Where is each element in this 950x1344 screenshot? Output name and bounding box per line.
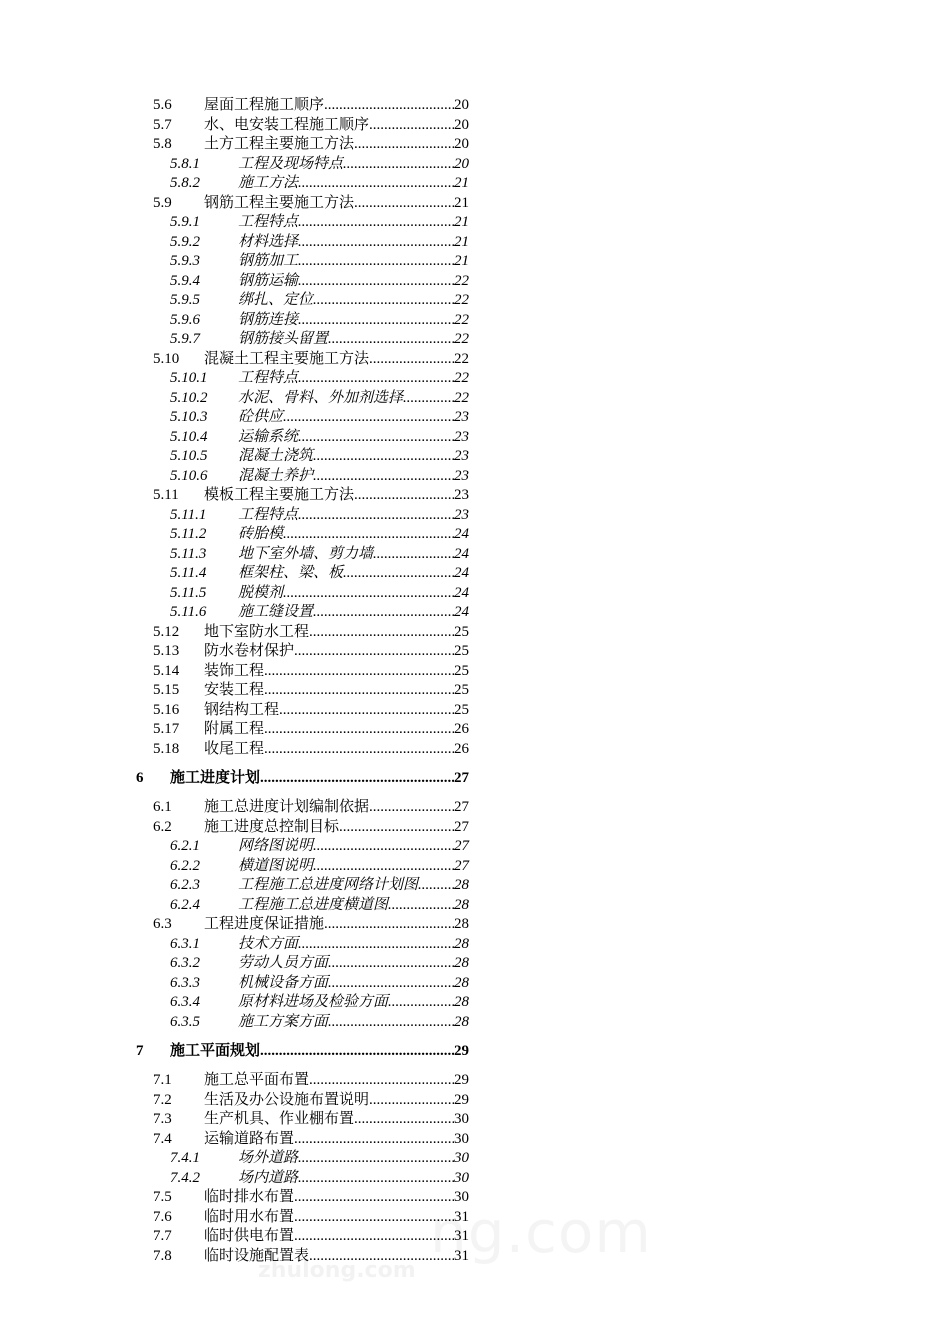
toc-entry-title: 钢筋运输: [238, 272, 299, 289]
toc-dot-leader: [328, 954, 454, 974]
toc-entry-page-number: 27: [454, 857, 469, 874]
toc-dot-leader: [298, 311, 454, 331]
toc-entry-number: 5.9.4: [170, 272, 200, 289]
toc-entry-title: 施工方案方面: [238, 1013, 329, 1030]
toc-entry-title: 地下室防水工程: [204, 623, 310, 640]
toc-dot-leader: [324, 96, 454, 116]
toc-entry-number: 5.12: [153, 623, 180, 640]
toc-entry-title: 工程施工总进度网络计划图: [238, 877, 419, 893]
toc-chapter-entry[interactable]: [136, 769, 469, 789]
toc-entry-title: 施工平面规划: [170, 1042, 261, 1059]
toc-entry-number: 5.10.4: [170, 428, 208, 445]
toc-entry-title: 技术方面: [238, 935, 299, 952]
toc-entry-title: 钢筋连接: [238, 311, 299, 328]
toc-entry-title: 砖胎模: [238, 526, 284, 542]
toc-dot-leader: [313, 857, 454, 877]
toc-subsection-entry[interactable]: [170, 213, 469, 233]
toc-subsection-entry[interactable]: [170, 174, 469, 194]
toc-entry-number: 5.11.3: [170, 545, 207, 562]
toc-subsection-entry[interactable]: [170, 896, 469, 916]
toc-dot-leader: [324, 915, 454, 935]
toc-entry-page-number: 20: [454, 116, 469, 133]
toc-section-entry[interactable]: [153, 662, 469, 682]
toc-entry-title: 临时设施配置表: [204, 1247, 310, 1264]
toc-dot-leader: [279, 701, 454, 721]
toc-subsection-entry[interactable]: [170, 155, 469, 175]
toc-section-entry[interactable]: [153, 798, 469, 818]
toc-entry-page-number: 23: [454, 448, 469, 464]
toc-entry-page-number: 28: [454, 916, 469, 932]
toc-dot-leader: [328, 1013, 454, 1033]
toc-entry-title: 工程及现场特点: [238, 155, 344, 172]
toc-subsection-entry[interactable]: [170, 311, 469, 331]
toc-entry-title: 模板工程主要施工方法: [204, 487, 355, 503]
toc-entry-page-number: 30: [454, 1111, 469, 1127]
toc-entry-page-number: 24: [454, 526, 469, 542]
toc-entry-title: 生产机具、作业棚布置: [204, 1111, 355, 1127]
toc-section-entry[interactable]: [153, 818, 469, 838]
toc-entry-title: 绑扎、定位: [238, 292, 314, 308]
toc-entry-number: 5.11.1: [170, 506, 207, 523]
toc-entry-page-number: 28: [454, 877, 469, 893]
toc-dot-leader: [369, 1091, 454, 1111]
toc-section-entry[interactable]: [153, 350, 469, 370]
toc-entry-page-number: 29: [454, 1042, 469, 1059]
toc-entry-page-number: 22: [454, 389, 469, 406]
toc-dot-leader: [298, 935, 454, 955]
toc-subsection-entry[interactable]: [170, 857, 469, 877]
toc-entry-number: 7.2: [153, 1091, 172, 1108]
toc-entry-page-number: 27: [454, 799, 469, 815]
toc-dot-leader: [294, 642, 454, 662]
toc-dot-leader: [369, 116, 454, 136]
toc-dot-leader: [354, 486, 454, 506]
toc-entry-number: 5.18: [153, 740, 180, 757]
toc-entry-number: 7.4.1: [170, 1150, 200, 1166]
toc-entry-title: 土方工程主要施工方法: [204, 136, 355, 152]
toc-entry-number: 5.16: [153, 701, 180, 718]
toc-entry-number: 5.10.1: [170, 370, 208, 386]
toc-dot-leader: [298, 369, 454, 389]
toc-subsection-entry[interactable]: [170, 974, 469, 994]
toc-chapter-entry[interactable]: [136, 1042, 469, 1062]
toc-entry-page-number: 20: [454, 136, 469, 152]
toc-dot-leader: [354, 1110, 454, 1130]
toc-entry-number: 6.2: [153, 818, 172, 835]
toc-section-entry[interactable]: [153, 642, 469, 662]
toc-entry-number: 5.11.2: [170, 526, 207, 542]
toc-section-entry[interactable]: [153, 486, 469, 506]
toc-dot-leader: [339, 818, 454, 838]
toc-entry-title: 工程特点: [238, 506, 299, 523]
toc-section-entry[interactable]: [153, 116, 469, 136]
toc-dot-leader: [260, 1042, 454, 1062]
toc-subsection-entry[interactable]: [170, 837, 469, 857]
toc-entry-title: 钢筋加工: [238, 253, 299, 269]
toc-dot-leader: [298, 213, 454, 233]
toc-dot-leader: [343, 564, 454, 584]
toc-entry-title: 临时用水布置: [204, 1208, 295, 1225]
toc-section-entry[interactable]: [153, 1130, 469, 1150]
toc-entry-title: 施工方法: [238, 175, 299, 191]
toc-entry-title: 施工进度计划: [170, 769, 261, 786]
watermark-small: zhulong.com: [258, 1258, 416, 1283]
toc-entry-title: 砼供应: [238, 409, 284, 425]
toc-entry-number: 5.6: [153, 97, 172, 113]
toc-entry-title: 运输道路布置: [204, 1130, 295, 1147]
toc-entry-number: 6: [136, 769, 144, 786]
toc-dot-leader: [309, 1071, 454, 1091]
toc-entry-title: 原材料进场及检验方面: [238, 994, 389, 1010]
toc-dot-leader: [369, 798, 454, 818]
toc-entry-title: 装饰工程: [204, 662, 265, 679]
toc-subsection-entry[interactable]: [170, 252, 469, 272]
toc-dot-leader: [298, 272, 454, 292]
toc-entry-title: 工程进度保证措施: [204, 916, 325, 932]
toc-subsection-entry[interactable]: [170, 408, 469, 428]
toc-section-entry[interactable]: [153, 720, 469, 740]
toc-dot-leader: [354, 135, 454, 155]
toc-entry-title: 工程特点: [238, 214, 299, 230]
toc-entry-page-number: 24: [454, 565, 469, 581]
toc-entry-number: 5.10.5: [170, 448, 208, 464]
toc-dot-leader: [298, 252, 454, 272]
toc-entry-title: 临时排水布置: [204, 1189, 295, 1205]
toc-dot-leader: [264, 662, 454, 682]
toc-entry-page-number: 21: [454, 253, 469, 269]
toc-entry-title: 附属工程: [204, 721, 265, 737]
toc-entry-title: 施工总平面布置: [204, 1072, 310, 1088]
toc-entry-number: 6.2.4: [170, 896, 200, 913]
toc-entry-page-number: 27: [454, 838, 469, 854]
toc-entry-number: 7.6: [153, 1208, 172, 1225]
toc-subsection-entry[interactable]: [170, 467, 469, 487]
toc-entry-number: 7.1: [153, 1072, 172, 1088]
toc-entry-number: 5.9.1: [170, 214, 200, 230]
toc-entry-title: 横道图说明: [238, 857, 314, 874]
toc-entry-number: 5.11: [153, 487, 179, 503]
toc-entry-number: 6.3.4: [170, 994, 200, 1010]
toc-subsection-entry[interactable]: [170, 291, 469, 311]
toc-entry-page-number: 22: [454, 292, 469, 308]
toc-entry-title: 材料选择: [238, 233, 299, 250]
watermark: [430, 1198, 652, 1266]
toc-entry-title: 施工总进度计划编制依据: [204, 799, 370, 815]
toc-dot-leader: [298, 506, 454, 526]
toc-entry-page-number: 28: [454, 1013, 469, 1030]
toc-section-entry[interactable]: [153, 1071, 469, 1091]
toc-entry-page-number: 31: [454, 1208, 469, 1225]
toc-entry-title: 地下室外墙、剪力墙: [238, 545, 374, 562]
toc-dot-leader: [264, 720, 454, 740]
toc-subsection-entry[interactable]: [170, 272, 469, 292]
toc-entry-number: 5.9.7: [170, 331, 200, 347]
toc-dot-leader: [260, 769, 454, 789]
toc-dot-leader: [313, 837, 454, 857]
toc-entry-page-number: 22: [454, 311, 469, 328]
toc-dot-leader: [328, 330, 454, 350]
toc-entry-page-number: 27: [454, 769, 469, 786]
toc-entry-page-number: 29: [454, 1091, 469, 1108]
toc-dot-leader: [298, 174, 454, 194]
toc-entry-title: 防水卷材保护: [204, 643, 295, 659]
toc-entry-page-number: 22: [454, 370, 469, 386]
toc-entry-title: 收尾工程: [204, 740, 265, 757]
toc-entry-title: 生活及办公设施布置说明: [204, 1091, 370, 1108]
toc-subsection-entry[interactable]: [170, 1149, 469, 1169]
toc-subsection-entry[interactable]: [170, 545, 469, 565]
toc-entry-page-number: 25: [454, 682, 469, 698]
toc-entry-number: 6.2.2: [170, 857, 200, 874]
toc-entry-page-number: 27: [454, 818, 469, 835]
toc-entry-number: 5.17: [153, 721, 180, 737]
toc-entry-page-number: 21: [454, 233, 469, 250]
toc-entry-page-number: 22: [454, 350, 469, 367]
toc-entry-number: 5.13: [153, 643, 180, 659]
toc-subsection-entry[interactable]: [170, 389, 469, 409]
toc-subsection-entry[interactable]: [170, 935, 469, 955]
toc-dot-leader: [298, 1169, 454, 1189]
toc-entry-number: 5.15: [153, 682, 180, 698]
toc-entry-number: 7.3: [153, 1111, 172, 1127]
toc-entry-title: 混凝土浇筑: [238, 448, 314, 464]
toc-entry-page-number: 23: [454, 467, 469, 484]
toc-subsection-entry[interactable]: [170, 369, 469, 389]
toc-dot-leader: [309, 623, 454, 643]
toc-section-entry[interactable]: [153, 623, 469, 643]
toc-entry-number: 5.11.5: [170, 584, 207, 601]
toc-entry-page-number: 30: [454, 1150, 469, 1166]
toc-entry-number: 6.3: [153, 916, 172, 932]
toc-entry-page-number: 23: [454, 428, 469, 445]
toc-entry-title: 混凝土工程主要施工方法: [204, 350, 370, 367]
toc-entry-page-number: 24: [454, 545, 469, 562]
toc-entry-page-number: 24: [454, 604, 469, 620]
toc-subsection-entry[interactable]: [170, 1013, 469, 1033]
toc-entry-number: 5.8.1: [170, 155, 200, 172]
toc-entry-number: 5.9.3: [170, 253, 200, 269]
toc-entry-number: 5.8.2: [170, 175, 200, 191]
toc-entry-page-number: 24: [454, 584, 469, 601]
toc-subsection-entry[interactable]: [170, 584, 469, 604]
toc-entry-page-number: 28: [454, 994, 469, 1010]
toc-entry-number: 6.2.3: [170, 877, 200, 893]
toc-dot-leader: [283, 584, 454, 604]
toc-entry-number: 6.3.5: [170, 1013, 200, 1030]
toc-dot-leader: [343, 155, 454, 175]
toc-dot-leader: [373, 545, 454, 565]
toc-dot-leader: [313, 291, 454, 311]
toc-entry-title: 场内道路: [238, 1169, 299, 1186]
toc-entry-title: 脱模剂: [238, 584, 284, 601]
toc-section-entry[interactable]: [153, 1208, 469, 1228]
toc-entry-number: 5.7: [153, 116, 172, 133]
toc-subsection-entry[interactable]: [170, 993, 469, 1013]
toc-entry-number: 6.1: [153, 799, 172, 815]
toc-section-entry[interactable]: [153, 681, 469, 701]
toc-dot-leader: [313, 447, 454, 467]
toc-subsection-entry[interactable]: [170, 447, 469, 467]
toc-entry-number: 7: [136, 1042, 144, 1059]
toc-entry-number: 7.7: [153, 1228, 172, 1244]
toc-section-entry[interactable]: [153, 135, 469, 155]
toc-dot-leader: [388, 993, 454, 1013]
toc-dot-leader: [354, 194, 454, 214]
toc-entry-title: 运输系统: [238, 428, 299, 445]
toc-entry-title: 场外道路: [238, 1150, 299, 1166]
toc-entry-title: 施工进度总控制目标: [204, 818, 340, 835]
toc-entry-page-number: 23: [454, 487, 469, 503]
toc-entry-page-number: 23: [454, 506, 469, 523]
toc-dot-leader: [313, 467, 454, 487]
toc-entry-title: 施工缝设置: [238, 604, 314, 620]
toc-dot-leader: [283, 408, 454, 428]
toc-subsection-entry[interactable]: [170, 525, 469, 545]
toc-entry-title: 工程施工总进度横道图: [238, 896, 389, 913]
toc-section-entry[interactable]: [153, 1188, 469, 1208]
toc-entry-number: 5.11.6: [170, 604, 207, 620]
toc-entry-page-number: 29: [454, 1072, 469, 1088]
toc-entry-number: 5.10.3: [170, 409, 208, 425]
toc-dot-leader: [294, 1130, 454, 1150]
toc-entry-number: 5.10.2: [170, 389, 208, 406]
toc-entry-title: 水、电安装工程施工顺序: [204, 116, 370, 133]
toc-subsection-entry[interactable]: [170, 233, 469, 253]
toc-section-entry[interactable]: [153, 1091, 469, 1111]
toc-entry-page-number: 31: [454, 1247, 469, 1264]
toc-entry-page-number: 28: [454, 935, 469, 952]
toc-entry-page-number: 30: [454, 1189, 469, 1205]
toc-subsection-entry[interactable]: [170, 1169, 469, 1189]
toc-dot-leader: [264, 681, 454, 701]
toc-dot-leader: [298, 233, 454, 253]
toc-entry-title: 网络图说明: [238, 838, 314, 854]
toc-entry-page-number: 25: [454, 701, 469, 718]
toc-dot-leader: [403, 389, 454, 409]
toc-subsection-entry[interactable]: [170, 876, 469, 896]
toc-subsection-entry[interactable]: [170, 428, 469, 448]
toc-dot-leader: [313, 603, 454, 623]
toc-entry-title: 钢筋工程主要施工方法: [204, 194, 355, 211]
toc-entry-page-number: 21: [454, 175, 469, 191]
toc-entry-number: 5.9.2: [170, 233, 200, 250]
toc-entry-title: 钢筋接头留置: [238, 331, 329, 347]
toc-entry-number: 5.9.6: [170, 311, 200, 328]
toc-entry-page-number: 22: [454, 331, 469, 347]
toc-entry-page-number: 25: [454, 643, 469, 659]
toc-entry-number: 6.2.1: [170, 838, 200, 854]
toc-entry-number: 7.5: [153, 1189, 172, 1205]
toc-entry-title: 框架柱、梁、板: [238, 565, 344, 581]
toc-entry-page-number: 22: [454, 272, 469, 289]
toc-entry-number: 7.8: [153, 1247, 172, 1264]
toc-entry-page-number: 21: [454, 214, 469, 230]
toc-subsection-entry[interactable]: [170, 506, 469, 526]
toc-entry-title: 混凝土养护: [238, 467, 314, 484]
toc-section-entry[interactable]: [153, 1227, 469, 1247]
toc-entry-number: 7.4: [153, 1130, 172, 1147]
toc-entry-page-number: 28: [454, 955, 469, 971]
toc-section-entry[interactable]: [153, 915, 469, 935]
toc-entry-page-number: 20: [454, 97, 469, 113]
toc-entry-title: 机械设备方面: [238, 974, 329, 991]
toc-subsection-entry[interactable]: [170, 564, 469, 584]
toc-entry-number: 5.11.4: [170, 565, 207, 581]
toc-entry-page-number: 20: [454, 155, 469, 172]
toc-dot-leader: [369, 350, 454, 370]
toc-entry-number: 5.8: [153, 136, 172, 152]
toc-dot-leader: [283, 525, 454, 545]
toc-subsection-entry[interactable]: [170, 954, 469, 974]
toc-section-entry[interactable]: [153, 740, 469, 760]
toc-entry-page-number: 26: [454, 721, 469, 737]
toc-entry-number: 7.4.2: [170, 1169, 200, 1186]
toc-entry-page-number: 28: [454, 974, 469, 991]
toc-section-entry[interactable]: [153, 194, 469, 214]
toc-entry-number: 6.3.1: [170, 935, 200, 952]
toc-dot-leader: [388, 896, 454, 916]
toc-entry-number: 5.14: [153, 662, 180, 679]
toc-subsection-entry[interactable]: [170, 603, 469, 623]
toc-entry-title: 临时供电布置: [204, 1228, 295, 1244]
toc-entry-title: 工程特点: [238, 370, 299, 386]
toc-subsection-entry[interactable]: [170, 330, 469, 350]
toc-dot-leader: [298, 1149, 454, 1169]
toc-entry-page-number: 26: [454, 740, 469, 757]
toc-entry-title: 劳动人员方面: [238, 955, 329, 971]
toc-entry-page-number: 30: [454, 1169, 469, 1186]
toc-entry-number: 6.3.3: [170, 974, 200, 991]
toc-dot-leader: [328, 974, 454, 994]
toc-section-entry[interactable]: [153, 1110, 469, 1130]
toc-entry-number: 5.10.6: [170, 467, 208, 484]
toc-entry-page-number: 28: [454, 896, 469, 913]
toc-section-entry[interactable]: [153, 701, 469, 721]
toc-entry-page-number: 21: [454, 194, 469, 211]
toc-entry-title: 水泥、骨料、外加剂选择: [238, 389, 404, 406]
toc-entry-number: 6.3.2: [170, 955, 200, 971]
toc-entry-title: 屋面工程施工顺序: [204, 97, 325, 113]
toc-entry-page-number: 25: [454, 662, 469, 679]
toc-entry-number: 5.9: [153, 194, 172, 211]
toc-dot-leader: [298, 428, 454, 448]
toc-entry-page-number: 23: [454, 409, 469, 425]
toc-entry-title: 钢结构工程: [204, 701, 280, 718]
toc-entry-page-number: 25: [454, 623, 469, 640]
toc-entry-number: 5.10: [153, 350, 180, 367]
toc-entry-page-number: 30: [454, 1130, 469, 1147]
toc-dot-leader: [418, 876, 454, 896]
toc-dot-leader: [264, 740, 454, 760]
toc-entry-number: 5.9.5: [170, 292, 200, 308]
toc-entry-page-number: 31: [454, 1228, 469, 1244]
toc-entry-title: 安装工程: [204, 682, 265, 698]
toc-section-entry[interactable]: [153, 96, 469, 116]
